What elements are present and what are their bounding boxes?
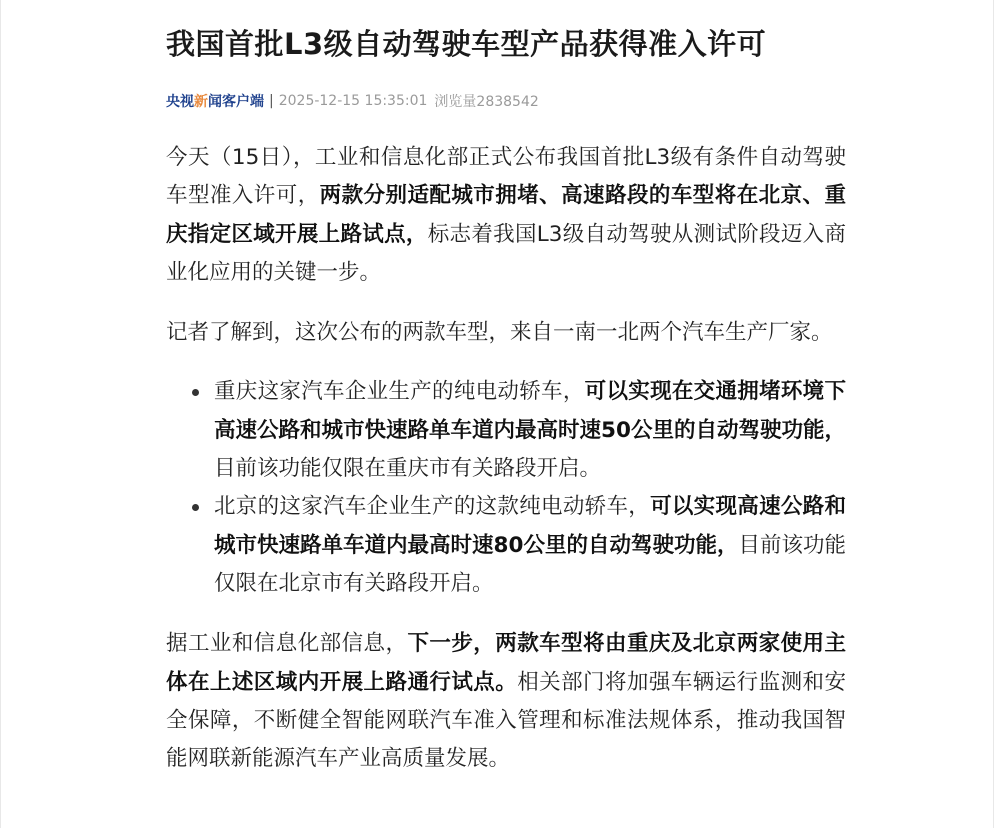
list-item — [166, 373, 846, 488]
paragraph-1 — [166, 139, 846, 292]
source-prefix: 央视 — [166, 94, 194, 110]
list-item-text — [214, 494, 846, 596]
view-count: 浏览量2838542 — [434, 94, 539, 110]
paragraph-1-bold: 两款分别适配城市拥堵、高速路段的车型将在北京、重庆指定区域开展上路试点， — [166, 183, 846, 247]
article-meta — [166, 89, 846, 113]
meta-separator: | — [269, 93, 274, 109]
list-item — [166, 488, 846, 603]
bullet-1-text-a: 重庆这家汽车企业生产的纯电动轿车， — [214, 379, 585, 405]
bullet-dot-icon — [192, 389, 199, 396]
source-accent: 新 — [194, 94, 208, 110]
source-name[interactable] — [166, 91, 264, 111]
article-title: 我国首批L3级自动驾驶车型产品获得准入许可 — [166, 27, 767, 61]
bullet-list — [166, 373, 846, 603]
bullet-1-text-c: 目前该功能仅限在重庆市有关路段开启。 — [214, 456, 602, 482]
bullet-2-text-c: 目前该功能仅限在北京市有关路段开启。 — [214, 532, 846, 596]
bullet-2-text-a: 北京的这家汽车企业生产的这款纯电动轿车， — [214, 494, 651, 520]
paragraph-3-bold: 下一步，两款车型将由重庆及北京两家使用主体在上述区域内开展上路通行试点。 — [166, 631, 846, 695]
publish-datetime: 2025-12-15 15:35:01 — [278, 93, 428, 109]
paragraph-3 — [166, 625, 846, 778]
paragraph-1-text-a: 今天（15日），工业和信息化部正式公布我国首批L3级有条件自动驾驶车型准入许可， — [166, 145, 846, 209]
paragraph-1-text-c: 标志着我国L3级自动驾驶从测试阶段迈入商业化应用的关键一步。 — [166, 221, 846, 285]
paragraph-2: 记者了解到，这次公布的两款车型，来自一南一北两个汽车生产厂家。 — [166, 320, 833, 346]
list-item-text — [214, 379, 846, 481]
paragraph-3-text-a: 据工业和信息化部信息， — [166, 631, 408, 657]
article — [166, 22, 846, 778]
source-suffix: 闻客户端 — [208, 94, 264, 110]
bullet-2-bold: 可以实现高速公路和城市快速路单车道内最高时速80公里的自动驾驶功能， — [214, 494, 846, 558]
paragraph-3-text-c: 相关部门将加强车辆运行监测和安全保障，不断健全智能网联汽车准入管理和标准法规体系，推动我国智能网联新能源汽车产业高质量发展。 — [166, 669, 846, 772]
bullet-1-bold: 可以实现在交通拥堵环境下高速公路和城市快速路单车道内最高时速50公里的自动驾驶功能， — [214, 379, 846, 443]
bullet-dot-icon — [192, 504, 199, 511]
